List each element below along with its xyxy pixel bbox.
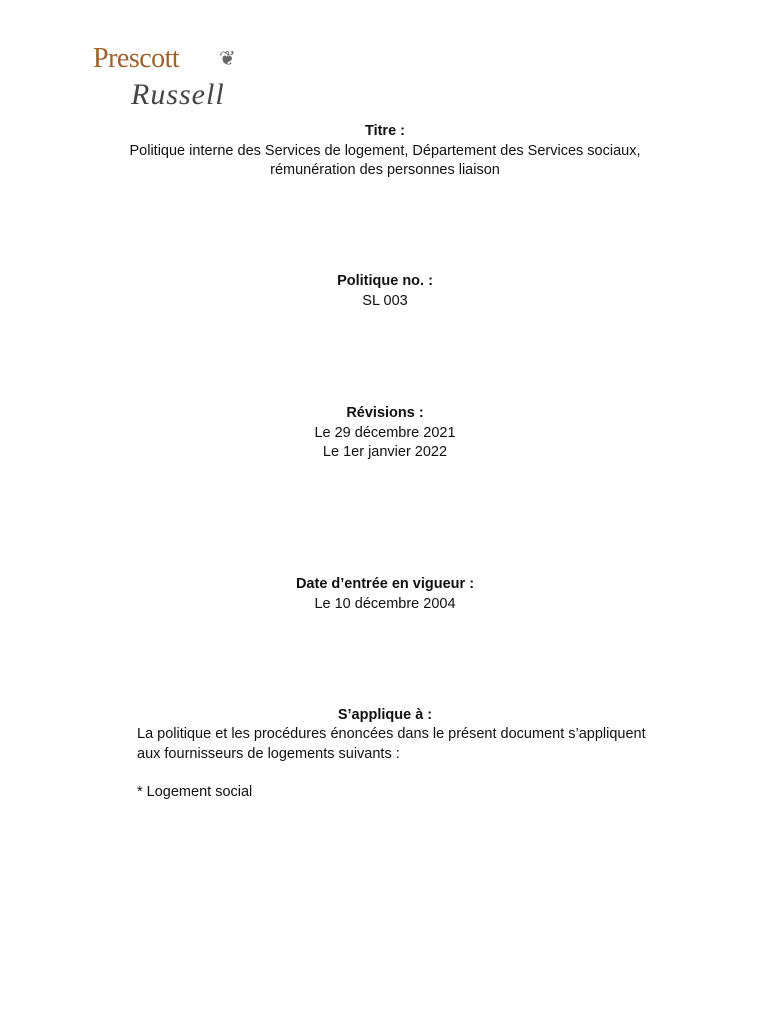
title-section [0, 122, 770, 181]
policy-number-label: Politique no. : [337, 273, 433, 289]
title-line-1: Politique interne des Services de logement, Département des Services sociaux, [129, 142, 641, 159]
revision-date: Le 1er janvier 2022 [322, 444, 448, 460]
applies-to-section [0, 706, 770, 726]
applies-to-item: * Logement social [137, 784, 253, 800]
applies-to-line-1: La politique et les procédures énoncées dans le présent document s’appliquent [137, 726, 646, 742]
applies-to-label: S’applique à : [337, 707, 433, 723]
title-line-2: rémunération des personnes liaison [270, 162, 500, 178]
prescott-russell-logo [93, 44, 263, 116]
revisions-label: Révisions : [346, 405, 424, 421]
effective-date-section [0, 575, 770, 614]
effective-date-label: Date d’entrée en vigueur : [295, 576, 475, 592]
effective-date-value: Le 10 décembre 2004 [314, 595, 456, 612]
revisions-section [0, 404, 770, 463]
title-label: Titre : [364, 123, 406, 139]
applies-to-text [137, 725, 646, 803]
leaf-icon: ❦ [219, 48, 236, 70]
policy-number-value: SL 003 [362, 292, 408, 309]
logo-text-russell: Russell [131, 78, 225, 111]
policy-number-section [0, 272, 770, 311]
applies-to-line-2: aux fournisseurs de logements suivants : [137, 745, 400, 762]
logo-text-prescott: Prescott [93, 43, 180, 74]
revision-date: Le 29 décembre 2021 [314, 424, 456, 441]
